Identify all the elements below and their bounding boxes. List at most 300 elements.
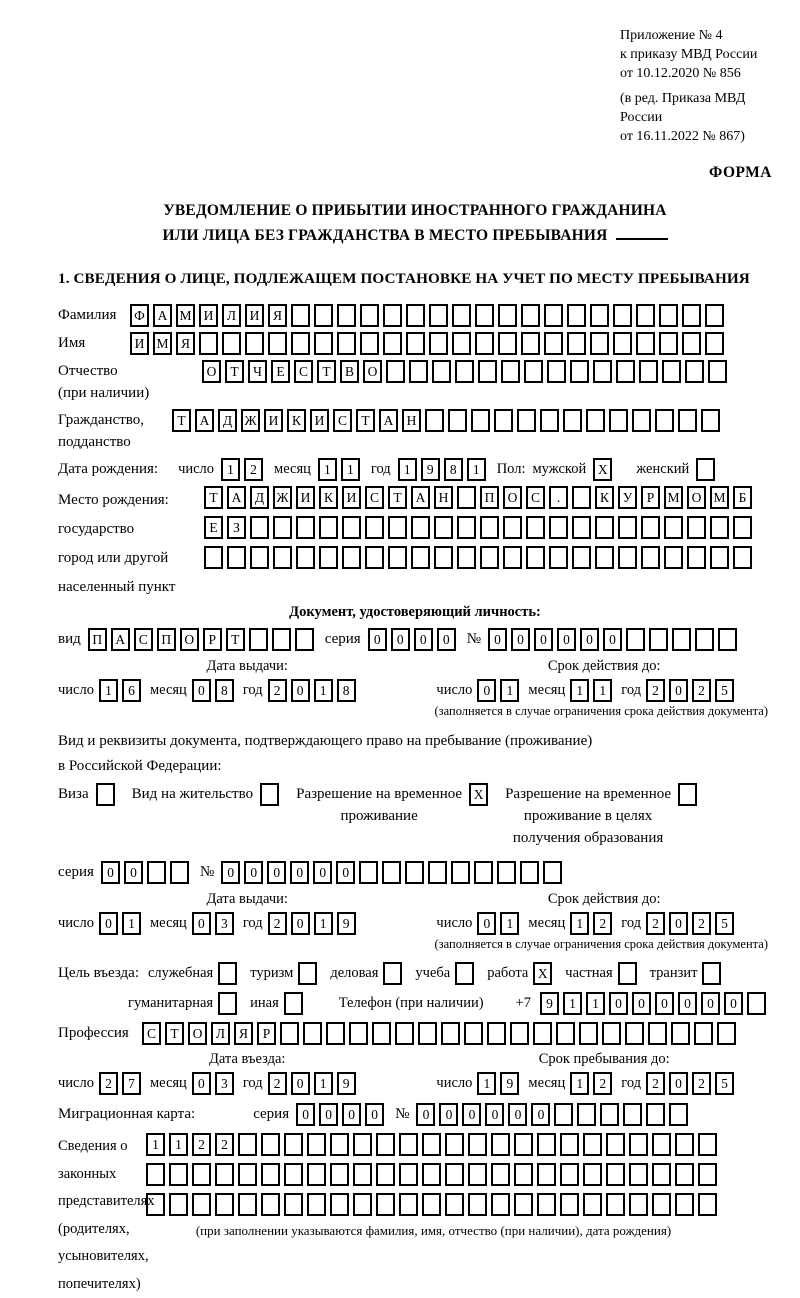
char-cell[interactable] xyxy=(480,546,499,569)
char-cell[interactable]: А xyxy=(153,304,172,327)
char-cell[interactable] xyxy=(405,861,424,884)
checkbox-cell[interactable] xyxy=(696,458,715,481)
char-cell[interactable]: 0 xyxy=(462,1103,481,1126)
char-cell[interactable] xyxy=(517,409,536,432)
char-cell[interactable] xyxy=(429,304,448,327)
char-cell[interactable] xyxy=(365,546,384,569)
char-cell[interactable] xyxy=(595,516,614,539)
char-cell[interactable] xyxy=(747,992,766,1015)
char-cell[interactable]: К xyxy=(287,409,306,432)
checkbox-cell[interactable] xyxy=(618,962,637,985)
char-cell[interactable] xyxy=(307,1133,326,1156)
char-cell[interactable] xyxy=(227,546,246,569)
char-cell[interactable] xyxy=(609,409,628,432)
char-cell[interactable] xyxy=(337,304,356,327)
char-cell[interactable] xyxy=(520,861,539,884)
char-cell[interactable]: О xyxy=(363,360,382,383)
char-cell[interactable] xyxy=(464,1022,483,1045)
char-cell[interactable]: 1 xyxy=(586,992,605,1015)
char-cell[interactable]: 0 xyxy=(534,628,553,651)
char-cell[interactable]: Т xyxy=(172,409,191,432)
char-cell[interactable]: Б xyxy=(733,486,752,509)
char-cell[interactable] xyxy=(372,1022,391,1045)
char-cell[interactable]: 8 xyxy=(215,679,234,702)
char-cell[interactable] xyxy=(549,546,568,569)
char-cell[interactable]: 0 xyxy=(439,1103,458,1126)
char-cell[interactable] xyxy=(514,1193,533,1216)
char-cell[interactable]: М xyxy=(664,486,683,509)
char-cell[interactable] xyxy=(554,1103,573,1126)
char-cell[interactable] xyxy=(418,1022,437,1045)
char-cell[interactable] xyxy=(434,546,453,569)
char-cell[interactable] xyxy=(383,332,402,355)
char-cell[interactable]: 0 xyxy=(603,628,622,651)
char-cell[interactable] xyxy=(399,1133,418,1156)
checkbox-cell[interactable] xyxy=(455,962,474,985)
char-cell[interactable] xyxy=(146,1193,165,1216)
char-cell[interactable]: О xyxy=(687,486,706,509)
char-cell[interactable] xyxy=(422,1193,441,1216)
char-cell[interactable]: 0 xyxy=(557,628,576,651)
char-cell[interactable]: 0 xyxy=(391,628,410,651)
char-cell[interactable]: Р xyxy=(257,1022,276,1045)
char-cell[interactable]: 0 xyxy=(192,679,211,702)
char-cell[interactable] xyxy=(514,1163,533,1186)
char-cell[interactable] xyxy=(636,304,655,327)
checkbox-cell[interactable] xyxy=(702,962,721,985)
char-cell[interactable]: 1 xyxy=(570,1072,589,1095)
char-cell[interactable] xyxy=(291,332,310,355)
char-cell[interactable] xyxy=(537,1193,556,1216)
char-cell[interactable] xyxy=(422,1133,441,1156)
char-cell[interactable] xyxy=(457,516,476,539)
char-cell[interactable] xyxy=(659,304,678,327)
char-cell[interactable]: 0 xyxy=(632,992,651,1015)
char-cell[interactable]: Е xyxy=(204,516,223,539)
char-cell[interactable] xyxy=(272,628,291,651)
char-cell[interactable]: 0 xyxy=(669,679,688,702)
char-cell[interactable] xyxy=(434,516,453,539)
char-cell[interactable]: 1 xyxy=(398,458,417,481)
char-cell[interactable] xyxy=(543,861,562,884)
char-cell[interactable] xyxy=(280,1022,299,1045)
char-cell[interactable]: С xyxy=(365,486,384,509)
checkbox-cell[interactable] xyxy=(96,783,115,806)
char-cell[interactable]: И xyxy=(342,486,361,509)
char-cell[interactable] xyxy=(678,409,697,432)
char-cell[interactable]: 1 xyxy=(593,679,612,702)
char-cell[interactable] xyxy=(577,1103,596,1126)
char-cell[interactable] xyxy=(629,1163,648,1186)
char-cell[interactable]: 2 xyxy=(215,1133,234,1156)
char-cell[interactable]: 0 xyxy=(655,992,674,1015)
char-cell[interactable]: 2 xyxy=(692,912,711,935)
char-cell[interactable] xyxy=(457,486,476,509)
char-cell[interactable] xyxy=(602,1022,621,1045)
char-cell[interactable] xyxy=(468,1133,487,1156)
char-cell[interactable]: 0 xyxy=(701,992,720,1015)
char-cell[interactable]: Т xyxy=(388,486,407,509)
char-cell[interactable] xyxy=(273,516,292,539)
char-cell[interactable] xyxy=(498,332,517,355)
char-cell[interactable] xyxy=(675,1193,694,1216)
char-cell[interactable] xyxy=(625,1022,644,1045)
char-cell[interactable]: 0 xyxy=(724,992,743,1015)
char-cell[interactable] xyxy=(498,304,517,327)
char-cell[interactable] xyxy=(342,546,361,569)
char-cell[interactable] xyxy=(540,409,559,432)
char-cell[interactable] xyxy=(641,546,660,569)
char-cell[interactable] xyxy=(388,516,407,539)
char-cell[interactable] xyxy=(655,409,674,432)
char-cell[interactable] xyxy=(169,1193,188,1216)
char-cell[interactable] xyxy=(425,409,444,432)
char-cell[interactable] xyxy=(514,1133,533,1156)
char-cell[interactable]: 0 xyxy=(485,1103,504,1126)
char-cell[interactable] xyxy=(718,628,737,651)
char-cell[interactable] xyxy=(664,516,683,539)
char-cell[interactable]: 0 xyxy=(477,912,496,935)
char-cell[interactable] xyxy=(365,516,384,539)
checkbox-cell[interactable] xyxy=(218,992,237,1015)
char-cell[interactable] xyxy=(432,360,451,383)
char-cell[interactable] xyxy=(572,516,591,539)
char-cell[interactable] xyxy=(705,332,724,355)
char-cell[interactable]: 1 xyxy=(146,1133,165,1156)
char-cell[interactable] xyxy=(468,1193,487,1216)
char-cell[interactable]: 0 xyxy=(290,861,309,884)
char-cell[interactable] xyxy=(475,304,494,327)
char-cell[interactable] xyxy=(733,546,752,569)
char-cell[interactable] xyxy=(349,1022,368,1045)
char-cell[interactable]: С xyxy=(333,409,352,432)
char-cell[interactable]: О xyxy=(180,628,199,651)
char-cell[interactable]: 1 xyxy=(169,1133,188,1156)
char-cell[interactable]: Д xyxy=(250,486,269,509)
char-cell[interactable] xyxy=(586,409,605,432)
char-cell[interactable] xyxy=(572,546,591,569)
char-cell[interactable] xyxy=(411,546,430,569)
char-cell[interactable] xyxy=(579,1022,598,1045)
char-cell[interactable]: 2 xyxy=(268,679,287,702)
char-cell[interactable] xyxy=(249,628,268,651)
char-cell[interactable]: 5 xyxy=(715,912,734,935)
char-cell[interactable] xyxy=(360,332,379,355)
char-cell[interactable] xyxy=(526,516,545,539)
char-cell[interactable] xyxy=(429,332,448,355)
char-cell[interactable] xyxy=(659,332,678,355)
checkbox-cell[interactable] xyxy=(383,962,402,985)
char-cell[interactable] xyxy=(147,861,166,884)
char-cell[interactable]: 9 xyxy=(337,1072,356,1095)
char-cell[interactable]: 2 xyxy=(692,679,711,702)
char-cell[interactable]: 1 xyxy=(563,992,582,1015)
char-cell[interactable] xyxy=(708,360,727,383)
char-cell[interactable] xyxy=(295,628,314,651)
char-cell[interactable] xyxy=(616,360,635,383)
char-cell[interactable] xyxy=(314,304,333,327)
char-cell[interactable] xyxy=(687,546,706,569)
char-cell[interactable] xyxy=(570,360,589,383)
char-cell[interactable] xyxy=(685,360,704,383)
char-cell[interactable] xyxy=(250,516,269,539)
char-cell[interactable] xyxy=(383,304,402,327)
char-cell[interactable]: У xyxy=(618,486,637,509)
char-cell[interactable] xyxy=(567,304,586,327)
char-cell[interactable]: 2 xyxy=(692,1072,711,1095)
char-cell[interactable]: Ж xyxy=(241,409,260,432)
char-cell[interactable]: С xyxy=(294,360,313,383)
char-cell[interactable] xyxy=(386,360,405,383)
char-cell[interactable] xyxy=(682,332,701,355)
char-cell[interactable] xyxy=(360,304,379,327)
char-cell[interactable]: П xyxy=(480,486,499,509)
char-cell[interactable]: 0 xyxy=(414,628,433,651)
char-cell[interactable] xyxy=(503,516,522,539)
char-cell[interactable]: 1 xyxy=(341,458,360,481)
char-cell[interactable]: И xyxy=(310,409,329,432)
char-cell[interactable]: З xyxy=(227,516,246,539)
char-cell[interactable] xyxy=(457,546,476,569)
char-cell[interactable]: А xyxy=(195,409,214,432)
char-cell[interactable]: Р xyxy=(641,486,660,509)
char-cell[interactable] xyxy=(238,1163,257,1186)
char-cell[interactable] xyxy=(422,1163,441,1186)
char-cell[interactable]: К xyxy=(595,486,614,509)
char-cell[interactable] xyxy=(641,516,660,539)
char-cell[interactable] xyxy=(330,1163,349,1186)
char-cell[interactable]: И xyxy=(296,486,315,509)
char-cell[interactable] xyxy=(717,1022,736,1045)
char-cell[interactable] xyxy=(533,1022,552,1045)
char-cell[interactable] xyxy=(606,1193,625,1216)
char-cell[interactable]: 1 xyxy=(500,912,519,935)
char-cell[interactable] xyxy=(710,546,729,569)
char-cell[interactable] xyxy=(448,409,467,432)
char-cell[interactable] xyxy=(636,332,655,355)
char-cell[interactable] xyxy=(682,304,701,327)
char-cell[interactable]: 2 xyxy=(192,1133,211,1156)
char-cell[interactable] xyxy=(698,1163,717,1186)
char-cell[interactable]: 0 xyxy=(291,1072,310,1095)
char-cell[interactable]: Т xyxy=(204,486,223,509)
char-cell[interactable] xyxy=(583,1163,602,1186)
char-cell[interactable] xyxy=(556,1022,575,1045)
char-cell[interactable]: 0 xyxy=(319,1103,338,1126)
char-cell[interactable] xyxy=(649,628,668,651)
char-cell[interactable] xyxy=(537,1133,556,1156)
char-cell[interactable] xyxy=(572,486,591,509)
char-cell[interactable] xyxy=(547,360,566,383)
char-cell[interactable]: 0 xyxy=(488,628,507,651)
char-cell[interactable]: П xyxy=(157,628,176,651)
char-cell[interactable] xyxy=(399,1163,418,1186)
char-cell[interactable] xyxy=(245,332,264,355)
char-cell[interactable] xyxy=(342,516,361,539)
char-cell[interactable] xyxy=(382,861,401,884)
char-cell[interactable]: 0 xyxy=(313,861,332,884)
char-cell[interactable]: 3 xyxy=(215,1072,234,1095)
checkbox-cell[interactable] xyxy=(284,992,303,1015)
char-cell[interactable] xyxy=(296,546,315,569)
char-cell[interactable] xyxy=(303,1022,322,1045)
char-cell[interactable] xyxy=(646,1103,665,1126)
char-cell[interactable]: Л xyxy=(211,1022,230,1045)
char-cell[interactable] xyxy=(445,1133,464,1156)
char-cell[interactable] xyxy=(222,332,241,355)
char-cell[interactable] xyxy=(698,1193,717,1216)
char-cell[interactable]: А xyxy=(111,628,130,651)
char-cell[interactable]: 1 xyxy=(570,679,589,702)
char-cell[interactable]: Ж xyxy=(273,486,292,509)
char-cell[interactable] xyxy=(521,332,540,355)
char-cell[interactable] xyxy=(595,546,614,569)
char-cell[interactable] xyxy=(606,1163,625,1186)
char-cell[interactable] xyxy=(284,1163,303,1186)
char-cell[interactable]: Ч xyxy=(248,360,267,383)
char-cell[interactable]: 6 xyxy=(122,679,141,702)
char-cell[interactable]: 0 xyxy=(368,628,387,651)
char-cell[interactable]: 0 xyxy=(336,861,355,884)
char-cell[interactable]: 1 xyxy=(99,679,118,702)
char-cell[interactable]: Т xyxy=(225,360,244,383)
char-cell[interactable]: 9 xyxy=(540,992,559,1015)
char-cell[interactable] xyxy=(632,409,651,432)
char-cell[interactable]: П xyxy=(88,628,107,651)
char-cell[interactable] xyxy=(353,1163,372,1186)
char-cell[interactable] xyxy=(629,1193,648,1216)
char-cell[interactable] xyxy=(583,1193,602,1216)
char-cell[interactable] xyxy=(388,546,407,569)
char-cell[interactable]: 0 xyxy=(296,1103,315,1126)
char-cell[interactable]: 0 xyxy=(580,628,599,651)
char-cell[interactable] xyxy=(326,1022,345,1045)
char-cell[interactable] xyxy=(261,1133,280,1156)
char-cell[interactable] xyxy=(639,360,658,383)
char-cell[interactable] xyxy=(319,516,338,539)
char-cell[interactable]: И xyxy=(245,304,264,327)
char-cell[interactable] xyxy=(710,516,729,539)
char-cell[interactable] xyxy=(399,1193,418,1216)
char-cell[interactable]: 0 xyxy=(291,679,310,702)
char-cell[interactable]: 0 xyxy=(192,912,211,935)
char-cell[interactable]: 0 xyxy=(101,861,120,884)
char-cell[interactable] xyxy=(411,516,430,539)
char-cell[interactable]: 5 xyxy=(715,1072,734,1095)
char-cell[interactable]: 2 xyxy=(646,912,665,935)
char-cell[interactable] xyxy=(652,1133,671,1156)
char-cell[interactable]: А xyxy=(227,486,246,509)
char-cell[interactable]: 0 xyxy=(511,628,530,651)
char-cell[interactable] xyxy=(284,1133,303,1156)
char-cell[interactable]: О xyxy=(202,360,221,383)
char-cell[interactable] xyxy=(524,360,543,383)
char-cell[interactable] xyxy=(560,1193,579,1216)
char-cell[interactable]: В xyxy=(340,360,359,383)
char-cell[interactable] xyxy=(510,1022,529,1045)
char-cell[interactable]: Ф xyxy=(130,304,149,327)
char-cell[interactable]: И xyxy=(264,409,283,432)
char-cell[interactable]: 2 xyxy=(99,1072,118,1095)
char-cell[interactable] xyxy=(307,1193,326,1216)
char-cell[interactable]: А xyxy=(379,409,398,432)
char-cell[interactable] xyxy=(471,409,490,432)
char-cell[interactable]: 1 xyxy=(477,1072,496,1095)
char-cell[interactable]: 9 xyxy=(421,458,440,481)
char-cell[interactable] xyxy=(671,1022,690,1045)
char-cell[interactable] xyxy=(491,1163,510,1186)
char-cell[interactable]: Я xyxy=(234,1022,253,1045)
char-cell[interactable] xyxy=(215,1163,234,1186)
char-cell[interactable] xyxy=(701,409,720,432)
char-cell[interactable]: 0 xyxy=(291,912,310,935)
char-cell[interactable] xyxy=(733,516,752,539)
char-cell[interactable]: 7 xyxy=(122,1072,141,1095)
char-cell[interactable]: С xyxy=(134,628,153,651)
char-cell[interactable] xyxy=(567,332,586,355)
char-cell[interactable]: 0 xyxy=(678,992,697,1015)
char-cell[interactable] xyxy=(526,546,545,569)
char-cell[interactable] xyxy=(480,516,499,539)
char-cell[interactable] xyxy=(652,1163,671,1186)
char-cell[interactable]: 9 xyxy=(337,912,356,935)
char-cell[interactable] xyxy=(549,516,568,539)
char-cell[interactable] xyxy=(441,1022,460,1045)
char-cell[interactable]: С xyxy=(142,1022,161,1045)
char-cell[interactable]: А xyxy=(411,486,430,509)
char-cell[interactable]: Т xyxy=(226,628,245,651)
char-cell[interactable]: С xyxy=(526,486,545,509)
char-cell[interactable]: 2 xyxy=(268,1072,287,1095)
char-cell[interactable]: 0 xyxy=(669,912,688,935)
checkbox-cell[interactable]: X xyxy=(593,458,612,481)
char-cell[interactable] xyxy=(146,1163,165,1186)
char-cell[interactable] xyxy=(537,1163,556,1186)
char-cell[interactable]: К xyxy=(319,486,338,509)
char-cell[interactable] xyxy=(563,409,582,432)
char-cell[interactable]: 5 xyxy=(715,679,734,702)
char-cell[interactable] xyxy=(238,1133,257,1156)
char-cell[interactable] xyxy=(590,304,609,327)
char-cell[interactable] xyxy=(491,1193,510,1216)
char-cell[interactable] xyxy=(626,628,645,651)
char-cell[interactable] xyxy=(497,861,516,884)
char-cell[interactable]: О xyxy=(188,1022,207,1045)
char-cell[interactable] xyxy=(583,1133,602,1156)
char-cell[interactable]: 2 xyxy=(244,458,263,481)
char-cell[interactable] xyxy=(428,861,447,884)
char-cell[interactable]: Н xyxy=(402,409,421,432)
char-cell[interactable] xyxy=(406,304,425,327)
char-cell[interactable] xyxy=(376,1193,395,1216)
char-cell[interactable] xyxy=(629,1133,648,1156)
char-cell[interactable] xyxy=(590,332,609,355)
char-cell[interactable]: 9 xyxy=(500,1072,519,1095)
char-cell[interactable] xyxy=(330,1133,349,1156)
char-cell[interactable] xyxy=(455,360,474,383)
char-cell[interactable] xyxy=(330,1193,349,1216)
char-cell[interactable]: 0 xyxy=(508,1103,527,1126)
char-cell[interactable]: 1 xyxy=(314,1072,333,1095)
char-cell[interactable] xyxy=(395,1022,414,1045)
char-cell[interactable]: 2 xyxy=(646,1072,665,1095)
char-cell[interactable]: 0 xyxy=(342,1103,361,1126)
checkbox-cell[interactable]: X xyxy=(469,783,488,806)
char-cell[interactable] xyxy=(606,1133,625,1156)
char-cell[interactable]: Т xyxy=(356,409,375,432)
char-cell[interactable] xyxy=(474,861,493,884)
char-cell[interactable]: 0 xyxy=(437,628,456,651)
